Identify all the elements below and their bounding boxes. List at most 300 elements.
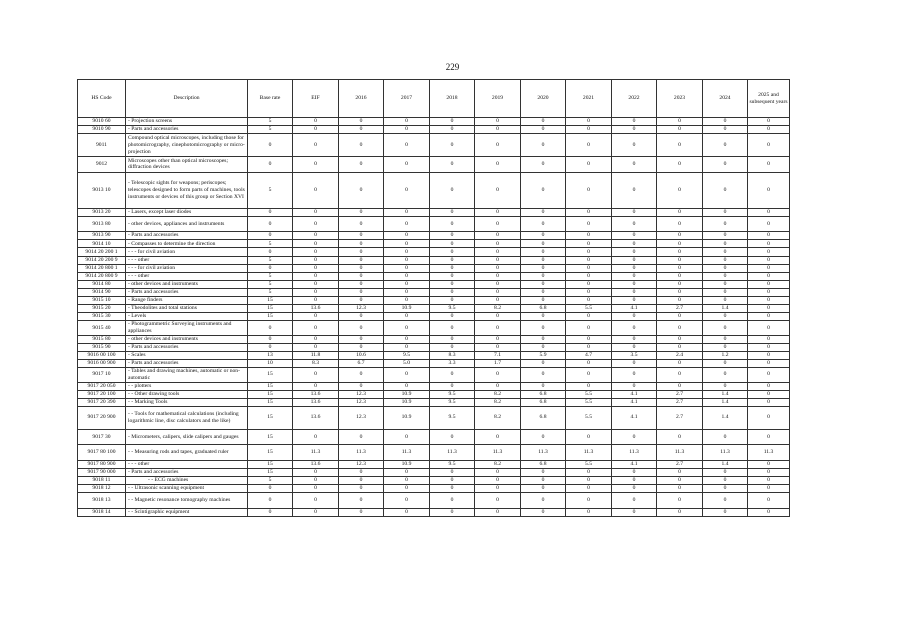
table-row	[78, 216, 790, 232]
rate-cell: 0	[748, 297, 790, 305]
rate-cell: 0	[566, 232, 612, 240]
rate-cell: 0	[475, 288, 521, 296]
rate-cell: 0	[248, 508, 293, 516]
rate-cell: 11.3	[521, 445, 566, 461]
rate-cell: 0	[248, 485, 293, 493]
rate-cell: 0	[703, 280, 748, 288]
rate-cell: 0	[293, 297, 339, 305]
rate-cell: 0	[612, 272, 657, 280]
rate-cell: 0	[339, 485, 384, 493]
table-row	[78, 248, 790, 256]
rate-cell: 0	[612, 382, 657, 390]
rate-cell: 0	[293, 343, 339, 351]
rate-cell: 8.2	[475, 390, 521, 398]
description-cell: - - - other	[126, 272, 248, 280]
rate-cell: 0	[657, 476, 703, 484]
table-row	[78, 264, 790, 272]
rate-cell: 0	[293, 256, 339, 264]
rate-cell: 0	[521, 468, 566, 476]
rate-cell: 0	[703, 272, 748, 280]
hs-code-cell: 9013 10	[78, 172, 126, 208]
rate-cell: 0	[293, 429, 339, 445]
rate-cell: 0	[748, 280, 790, 288]
table-row	[78, 280, 790, 288]
rate-cell: 0	[430, 321, 475, 335]
rate-cell: 0	[612, 343, 657, 351]
rate-cell: 0	[566, 343, 612, 351]
rate-cell: 2.7	[657, 305, 703, 313]
rate-cell: 0	[339, 248, 384, 256]
rate-cell: 5	[248, 256, 293, 264]
rate-cell: 0	[612, 368, 657, 382]
rate-cell: 0	[748, 305, 790, 313]
rate-cell: 0	[612, 264, 657, 272]
rate-cell: 0	[430, 508, 475, 516]
rate-cell: 0	[475, 172, 521, 208]
description-cell: - Projection screens	[126, 118, 248, 126]
rate-cell: 0	[521, 208, 566, 216]
rate-cell: 0	[339, 264, 384, 272]
rate-cell: 0	[430, 256, 475, 264]
hs-code-cell: 9017 20 050	[78, 382, 126, 390]
hs-code-cell: 9017 90 000	[78, 468, 126, 476]
rate-cell: 0	[339, 368, 384, 382]
table-row	[78, 335, 790, 343]
hs-code-cell: 9015 30	[78, 313, 126, 321]
rate-cell: 0	[430, 429, 475, 445]
rate-cell: 1.4	[703, 390, 748, 398]
rate-cell: 0	[703, 240, 748, 248]
rate-cell: 11.3	[748, 445, 790, 461]
rate-cell: 0	[612, 232, 657, 240]
rate-cell: 11.3	[339, 445, 384, 461]
rate-cell: 0	[339, 280, 384, 288]
rate-cell: 0	[566, 256, 612, 264]
rate-cell: 8.3	[430, 351, 475, 359]
column-header: 2021	[566, 80, 612, 118]
table-row	[78, 476, 790, 484]
rate-cell: 0	[703, 508, 748, 516]
rate-cell: 0	[293, 118, 339, 126]
rate-cell: 0	[566, 429, 612, 445]
hs-code-cell: 9014 20 800 1	[78, 264, 126, 272]
description-cell: - Micrometers, calipers, slide calipers and gauges	[126, 429, 248, 445]
rate-cell: 0	[657, 360, 703, 368]
rate-cell: 0	[384, 321, 430, 335]
rate-cell: 4.7	[566, 351, 612, 359]
rate-cell: 0	[612, 157, 657, 173]
rate-cell: 0	[339, 508, 384, 516]
rate-cell: 0	[612, 335, 657, 343]
rate-cell: 0	[430, 134, 475, 157]
rate-cell: 4.1	[612, 305, 657, 313]
rate-cell: 0	[566, 172, 612, 208]
rate-cell: 7.1	[475, 351, 521, 359]
column-header: 2023	[657, 80, 703, 118]
rate-cell: 5	[248, 280, 293, 288]
rate-cell: 0	[703, 297, 748, 305]
rate-cell: 0	[521, 313, 566, 321]
rate-cell: 0	[748, 264, 790, 272]
rate-cell: 0	[521, 216, 566, 232]
table-row	[78, 272, 790, 280]
rate-cell: 0	[748, 172, 790, 208]
rate-cell: 0	[657, 297, 703, 305]
rate-cell: 0	[748, 351, 790, 359]
rate-cell: 0	[475, 313, 521, 321]
rate-cell: 0	[475, 368, 521, 382]
rate-cell: 5	[248, 118, 293, 126]
rate-cell: 0	[339, 134, 384, 157]
rate-cell: 13.6	[293, 398, 339, 406]
rate-cell: 0	[293, 240, 339, 248]
rate-cell: 0	[657, 264, 703, 272]
table-row	[78, 297, 790, 305]
rate-cell: 0	[657, 493, 703, 509]
rate-cell: 0	[248, 321, 293, 335]
rate-cell: 0	[384, 382, 430, 390]
hs-code-cell: 9014 20 200 1	[78, 248, 126, 256]
rate-cell: 0	[248, 335, 293, 343]
rate-cell: 0	[612, 280, 657, 288]
rate-cell: 0	[657, 485, 703, 493]
rate-cell: 0	[339, 297, 384, 305]
rate-cell: 0	[521, 335, 566, 343]
rate-cell: 0	[339, 313, 384, 321]
rate-cell: 0	[430, 172, 475, 208]
rate-cell: 0	[339, 468, 384, 476]
description-cell: - - ECG machines	[126, 476, 248, 484]
rate-cell: 0	[430, 313, 475, 321]
rate-cell: 0	[475, 280, 521, 288]
column-header: 2022	[612, 80, 657, 118]
rate-cell: 0	[703, 493, 748, 509]
hs-code-cell: 9015 20	[78, 305, 126, 313]
rate-cell: 5	[248, 288, 293, 296]
table-row	[78, 382, 790, 390]
rate-cell: 0	[339, 476, 384, 484]
rate-cell: 0	[384, 264, 430, 272]
rate-cell: 0	[748, 256, 790, 264]
rate-cell: 9.5	[430, 460, 475, 468]
rate-cell: 0	[248, 493, 293, 509]
rate-cell: 0	[703, 468, 748, 476]
rate-cell: 5.0	[384, 360, 430, 368]
description-cell: - Lasers, except laser diodes	[126, 208, 248, 216]
rate-cell: 8.3	[293, 360, 339, 368]
rate-cell: 0	[384, 468, 430, 476]
description-cell: - - - other	[126, 256, 248, 264]
rate-cell: 0	[339, 288, 384, 296]
rate-cell: 0	[566, 382, 612, 390]
description-cell: - Parts and accessories	[126, 288, 248, 296]
rate-cell: 0	[521, 382, 566, 390]
rate-cell: 13.6	[293, 406, 339, 429]
rate-cell: 0	[657, 335, 703, 343]
rate-cell: 0	[566, 468, 612, 476]
rate-cell: 10.9	[384, 460, 430, 468]
rate-cell: 0	[430, 335, 475, 343]
rate-cell: 0	[566, 157, 612, 173]
rate-cell: 0	[430, 232, 475, 240]
rate-cell: 2.7	[657, 460, 703, 468]
rate-cell: 0	[703, 476, 748, 484]
rate-cell: 0	[521, 126, 566, 134]
column-header: 2017	[384, 80, 430, 118]
rate-cell: 10.9	[384, 406, 430, 429]
rate-cell: 5.5	[566, 305, 612, 313]
hs-code-cell: 9011	[78, 134, 126, 157]
table-row	[78, 351, 790, 359]
rate-cell: 0	[703, 157, 748, 173]
description-cell: - other devices and instruments	[126, 280, 248, 288]
table-row	[78, 134, 790, 157]
rate-cell: 15	[248, 368, 293, 382]
rate-cell: 0	[475, 382, 521, 390]
table-row	[78, 368, 790, 382]
rate-cell: 0	[566, 208, 612, 216]
rate-cell: 0	[430, 216, 475, 232]
hs-code-cell: 9012	[78, 157, 126, 173]
description-cell: - Photogrammetric Surveying instruments and appliances	[126, 321, 248, 335]
rate-cell: 1.4	[703, 398, 748, 406]
rate-cell: 0	[475, 248, 521, 256]
rate-cell: 0	[703, 321, 748, 335]
rate-cell: 0	[293, 368, 339, 382]
rate-cell: 0	[612, 240, 657, 248]
rate-cell: 0	[748, 288, 790, 296]
rate-cell: 0	[293, 468, 339, 476]
rate-cell: 0	[612, 172, 657, 208]
description-cell: Microscopes other than optical microscopes; diffraction devices	[126, 157, 248, 173]
rate-cell: 0	[430, 343, 475, 351]
rate-cell: 0	[521, 297, 566, 305]
rate-cell: 0	[384, 134, 430, 157]
rate-cell: 0	[521, 343, 566, 351]
rate-cell: 0	[748, 493, 790, 509]
rate-cell: 0	[703, 343, 748, 351]
column-header: Base rate	[248, 80, 293, 118]
rate-cell: 15	[248, 398, 293, 406]
rate-cell: 0	[475, 508, 521, 516]
rate-cell: 0	[703, 288, 748, 296]
rate-cell: 0	[748, 126, 790, 134]
rate-cell: 0	[475, 468, 521, 476]
description-cell: - Levels	[126, 313, 248, 321]
rate-cell: 0	[612, 126, 657, 134]
column-header: 2025 and subsequent years	[748, 80, 790, 118]
table-row	[78, 172, 790, 208]
rate-cell: 0	[521, 272, 566, 280]
rate-cell: 0	[475, 240, 521, 248]
rate-cell: 0	[566, 272, 612, 280]
rate-cell: 0	[612, 360, 657, 368]
column-header: 2019	[475, 80, 521, 118]
rate-cell: 11.3	[657, 445, 703, 461]
rate-cell: 0	[430, 288, 475, 296]
rate-cell: 1.4	[703, 406, 748, 429]
rate-cell: 0	[521, 280, 566, 288]
rate-cell: 0	[293, 157, 339, 173]
rate-cell: 0	[748, 368, 790, 382]
rate-cell: 0	[612, 493, 657, 509]
rate-cell: 4.1	[612, 390, 657, 398]
hs-code-cell: 9013 90	[78, 232, 126, 240]
rate-cell: 0	[339, 216, 384, 232]
rate-cell: 0	[566, 126, 612, 134]
rate-cell: 0	[657, 382, 703, 390]
rate-cell: 0	[566, 321, 612, 335]
rate-cell: 3.5	[612, 351, 657, 359]
rate-cell: 0	[293, 172, 339, 208]
rate-cell: 0	[748, 208, 790, 216]
rate-cell: 9.5	[384, 351, 430, 359]
rate-cell: 0	[475, 476, 521, 484]
rate-cell: 9.5	[430, 305, 475, 313]
rate-cell: 0	[339, 493, 384, 509]
rate-cell: 0	[384, 476, 430, 484]
rate-cell: 0	[748, 429, 790, 445]
rate-cell: 0	[384, 343, 430, 351]
rate-cell: 5	[248, 172, 293, 208]
rate-cell: 11.3	[475, 445, 521, 461]
rate-cell: 0	[657, 280, 703, 288]
table-row	[78, 232, 790, 240]
rate-cell: 10.9	[384, 305, 430, 313]
hs-code-cell: 9018 13	[78, 493, 126, 509]
rate-cell: 0	[430, 476, 475, 484]
rate-cell: 15	[248, 460, 293, 468]
rate-cell: 0	[612, 134, 657, 157]
column-header: 2018	[430, 80, 475, 118]
rate-cell: 11.3	[566, 445, 612, 461]
rate-cell: 0	[612, 468, 657, 476]
rate-cell: 0	[748, 232, 790, 240]
table-row	[78, 208, 790, 216]
rate-cell: 0	[566, 313, 612, 321]
rate-cell: 0	[703, 360, 748, 368]
hs-code-cell: 9017 10	[78, 368, 126, 382]
rate-cell: 0	[748, 157, 790, 173]
rate-cell: 5.5	[566, 398, 612, 406]
description-cell: - - Ultrasonic scanning equipment	[126, 485, 248, 493]
rate-cell: 0	[748, 272, 790, 280]
rate-cell: 0	[703, 134, 748, 157]
rate-cell: 0	[521, 157, 566, 173]
hs-code-cell: 9017 80 900	[78, 460, 126, 468]
rate-cell: 0	[566, 288, 612, 296]
rate-cell: 0	[657, 126, 703, 134]
rate-cell: 0	[384, 508, 430, 516]
rate-cell: 0	[566, 216, 612, 232]
page-number: 229	[445, 62, 460, 72]
description-cell: - Parts and accessories	[126, 343, 248, 351]
rate-cell: 0	[430, 240, 475, 248]
rate-cell: 0	[430, 382, 475, 390]
hs-code-cell: 9014 20 800 9	[78, 272, 126, 280]
rate-cell: 0	[748, 335, 790, 343]
rate-cell: 0	[748, 321, 790, 335]
rate-cell: 0	[748, 390, 790, 398]
rate-cell: 0	[748, 134, 790, 157]
rate-cell: 0	[657, 118, 703, 126]
rate-cell: 0	[384, 172, 430, 208]
description-cell: - - Tools for mathematical calculations (including logarithmic line, disc calculators and the like)	[126, 406, 248, 429]
description-cell: - Parts and accessories	[126, 360, 248, 368]
rate-cell: 0	[293, 288, 339, 296]
hs-code-cell: 9014 10	[78, 240, 126, 248]
rate-cell: 0	[748, 360, 790, 368]
table-row	[78, 493, 790, 509]
description-cell: Compound optical microscopes, including those for photomicrography, cinephotomicrography or micro-projection	[126, 134, 248, 157]
rate-cell: 0	[566, 335, 612, 343]
rate-cell: 0	[339, 343, 384, 351]
rate-cell: 0	[430, 368, 475, 382]
rate-cell: 5	[248, 272, 293, 280]
rate-cell: 12.3	[339, 398, 384, 406]
rate-cell: 0	[612, 485, 657, 493]
rate-cell: 0	[293, 493, 339, 509]
description-cell: - - Measuring rods and tapes, graduated ruler	[126, 445, 248, 461]
rate-cell: 2.7	[657, 390, 703, 398]
rate-cell: 5.5	[566, 460, 612, 468]
rate-cell: 0	[657, 248, 703, 256]
rate-cell: 0	[657, 208, 703, 216]
rate-cell: 0	[248, 248, 293, 256]
rate-cell: 0	[475, 118, 521, 126]
hs-code-cell: 9017 20 900	[78, 406, 126, 429]
rate-cell: 2.7	[657, 398, 703, 406]
rate-cell: 0	[703, 208, 748, 216]
table-row	[78, 406, 790, 429]
rate-cell: 5.5	[566, 406, 612, 429]
rate-cell: 0	[748, 508, 790, 516]
description-cell: - other devices and instruments	[126, 335, 248, 343]
rate-cell: 0	[703, 248, 748, 256]
rate-cell: 15	[248, 406, 293, 429]
rate-cell: 0	[339, 429, 384, 445]
table-row	[78, 343, 790, 351]
rate-cell: 15	[248, 382, 293, 390]
rate-cell: 10.9	[384, 398, 430, 406]
table-header-row	[78, 80, 790, 118]
rate-cell: 0	[612, 256, 657, 264]
rate-cell: 0	[657, 321, 703, 335]
rate-cell: 0	[384, 256, 430, 264]
rate-cell: 0	[703, 485, 748, 493]
rate-cell: 0	[521, 256, 566, 264]
hs-code-cell: 9015 40	[78, 321, 126, 335]
rate-cell: 0	[612, 288, 657, 296]
hs-code-cell: 9010 90	[78, 126, 126, 134]
rate-cell: 0	[521, 134, 566, 157]
rate-cell: 0	[657, 343, 703, 351]
rate-cell: 15	[248, 445, 293, 461]
rate-cell: 0	[612, 476, 657, 484]
rate-cell: 0	[566, 248, 612, 256]
rate-cell: 0	[293, 476, 339, 484]
column-header: 2016	[339, 80, 384, 118]
rate-cell: 15	[248, 468, 293, 476]
rate-cell: 0	[293, 216, 339, 232]
rate-cell: 0	[339, 382, 384, 390]
rate-cell: 0	[384, 248, 430, 256]
rate-cell: 12.3	[339, 390, 384, 398]
rate-cell: 0	[703, 216, 748, 232]
rate-cell: 13.6	[293, 390, 339, 398]
rate-cell: 0	[521, 264, 566, 272]
hs-code-cell: 9018 14	[78, 508, 126, 516]
